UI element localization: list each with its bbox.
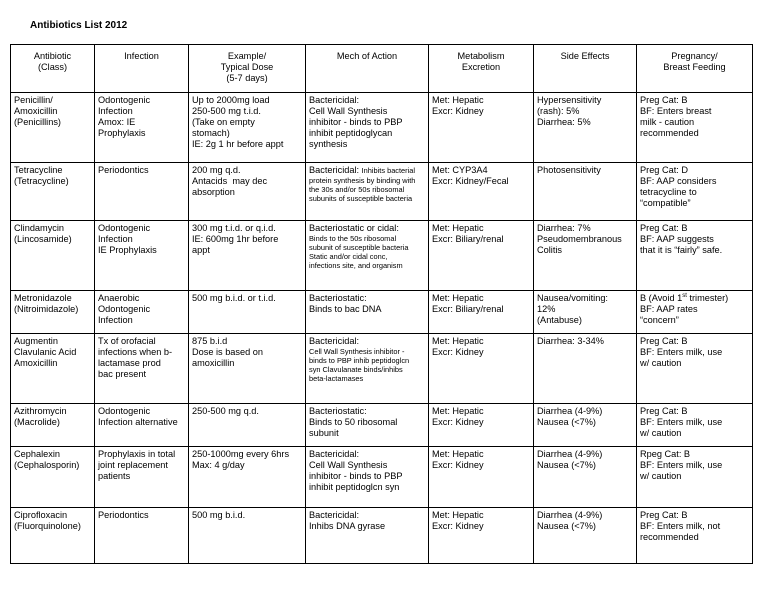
cell-dose: 875 b.i.d Dose is based on amoxicillin	[189, 334, 306, 404]
header-row	[11, 45, 753, 93]
cell-metabolism: Met: CYP3A4 Excr: Kidney/Fecal	[429, 163, 534, 221]
header-mechanism: Mech of Action	[306, 45, 429, 93]
cell-antibiotic: Azithromycin (Macrolide)	[11, 404, 95, 447]
document-title: Antibiotics List 2012	[30, 20, 128, 31]
cell-mechanism: Bactericidal: Cell Wall Synthesis inhibitor - binds to PBP inhib peptidoglcn syn Clavulanate binds/inhibs beta-lactamases	[306, 334, 429, 404]
cell-antibiotic: Ciprofloxacin (Fluorquinolone)	[11, 508, 95, 564]
cell-side-effects: Diarrhea (4-9%) Nausea (<7%)	[534, 447, 637, 508]
table-row	[11, 404, 753, 447]
cell-infection: Odontogenic Infection Amox: IE Prophylaxis	[95, 93, 189, 163]
cell-side-effects: Photosensitivity	[534, 163, 637, 221]
cell-pregnancy: Preg Cat: B BF: Enters milk, not recommended	[637, 508, 753, 564]
table-row	[11, 508, 753, 564]
cell-infection: Odontogenic Infection alternative	[95, 404, 189, 447]
header-antibiotic: Antibiotic (Class)	[11, 45, 95, 93]
cell-side-effects: Nausea/vomiting: 12% (Antabuse)	[534, 291, 637, 334]
header-metabolism: Metabolism Excretion	[429, 45, 534, 93]
cell-mechanism: Bactericidal: Inhibits bacterial protein synthesis by binding with the 30s and/or 50s ribosomal subunits of susceptible bacteria	[306, 163, 429, 221]
cell-antibiotic: Augmentin Clavulanic Acid Amoxicillin	[11, 334, 95, 404]
table-row	[11, 221, 753, 291]
cell-side-effects: Diarrhea (4-9%) Nausea (<7%)	[534, 404, 637, 447]
cell-pregnancy: Rpeg Cat: B BF: Enters milk, use w/ caution	[637, 447, 753, 508]
cell-antibiotic: Metronidazole (Nitroimidazole)	[11, 291, 95, 334]
cell-pregnancy: Preg Cat: B BF: Enters breast milk - caution recommended	[637, 93, 753, 163]
table-row	[11, 447, 753, 508]
cell-pregnancy: Preg Cat: B BF: Enters milk, use w/ caution	[637, 404, 753, 447]
table-row	[11, 93, 753, 163]
cell-metabolism: Met: Hepatic Excr: Kidney	[429, 447, 534, 508]
cell-mechanism: Bactericidal: Cell Wall Synthesis inhibitor - binds to PBP inhibit peptidoglycan synthesis	[306, 93, 429, 163]
cell-metabolism: Met: Hepatic Excr: Kidney	[429, 508, 534, 564]
cell-infection: Odontogenic Infection IE Prophylaxis	[95, 221, 189, 291]
cell-pregnancy: Preg Cat: B BF: AAP suggests that it is “fairly” safe.	[637, 221, 753, 291]
antibiotics-table	[10, 44, 753, 564]
table-row	[11, 334, 753, 404]
cell-infection: Tx of orofacial infections when b- lactamase prod bac present	[95, 334, 189, 404]
header-infection: Infection	[95, 45, 189, 93]
cell-mechanism: Bacteriostatic or cidal: Binds to the 50s ribosomal subunit of susceptible bacteria Static and/or cidal conc, infections site, and organism	[306, 221, 429, 291]
cell-antibiotic: Clindamycin (Lincosamide)	[11, 221, 95, 291]
cell-infection: Periodontics	[95, 163, 189, 221]
header-pregnancy: Pregnancy/ Breast Feeding	[637, 45, 753, 93]
table-row	[11, 291, 753, 334]
cell-side-effects: Hypersensitivity (rash): 5% Diarrhea: 5%	[534, 93, 637, 163]
cell-antibiotic: Tetracycline (Tetracycline)	[11, 163, 95, 221]
cell-mechanism: Bacteriostatic: Binds to bac DNA	[306, 291, 429, 334]
cell-side-effects: Diarrhea (4-9%) Nausea (<7%)	[534, 508, 637, 564]
cell-pregnancy: B (Avoid 1st trimester) BF: AAP rates “concern”	[637, 291, 753, 334]
cell-metabolism: Met: Hepatic Excr: Biliary/renal	[429, 221, 534, 291]
cell-dose: 500 mg b.i.d. or t.i.d.	[189, 291, 306, 334]
cell-dose: Up to 2000mg load 250-500 mg t.i.d. (Take on empty stomach) IE: 2g 1 hr before appt	[189, 93, 306, 163]
header-side-effects: Side Effects	[534, 45, 637, 93]
cell-infection: Anaerobic Odontogenic Infection	[95, 291, 189, 334]
cell-metabolism: Met: Hepatic Excr: Kidney	[429, 404, 534, 447]
cell-dose: 200 mg q.d. Antacids may dec absorption	[189, 163, 306, 221]
cell-infection: Prophylaxis in total joint replacement patients	[95, 447, 189, 508]
cell-metabolism: Met: Hepatic Excr: Kidney	[429, 334, 534, 404]
cell-mechanism: Bacteriostatic: Binds to 50 ribosomal subunit	[306, 404, 429, 447]
cell-metabolism: Met: Hepatic Excr: Biliary/renal	[429, 291, 534, 334]
cell-pregnancy: Preg Cat: D BF: AAP considers tetracycline to “compatible”	[637, 163, 753, 221]
cell-dose: 250-1000mg every 6hrs Max: 4 g/day	[189, 447, 306, 508]
table-row	[11, 163, 753, 221]
cell-antibiotic: Penicillin/ Amoxicillin (Penicillins)	[11, 93, 95, 163]
cell-mechanism: Bactericidal: Cell Wall Synthesis inhibitor - binds to PBP inhibit peptidoglcn syn	[306, 447, 429, 508]
cell-infection: Periodontics	[95, 508, 189, 564]
header-dose: Example/ Typical Dose (5-7 days)	[189, 45, 306, 93]
cell-pregnancy: Preg Cat: B BF: Enters milk, use w/ caution	[637, 334, 753, 404]
cell-mechanism: Bactericidal: Inhibs DNA gyrase	[306, 508, 429, 564]
cell-dose: 250-500 mg q.d.	[189, 404, 306, 447]
cell-dose: 300 mg t.i.d. or q.i.d. IE: 600mg 1hr before appt	[189, 221, 306, 291]
cell-dose: 500 mg b.i.d.	[189, 508, 306, 564]
cell-side-effects: Diarrhea: 7% Pseudomembranous Colitis	[534, 221, 637, 291]
cell-side-effects: Diarrhea: 3-34%	[534, 334, 637, 404]
cell-antibiotic: Cephalexin (Cephalosporin)	[11, 447, 95, 508]
cell-metabolism: Met: Hepatic Excr: Kidney	[429, 93, 534, 163]
